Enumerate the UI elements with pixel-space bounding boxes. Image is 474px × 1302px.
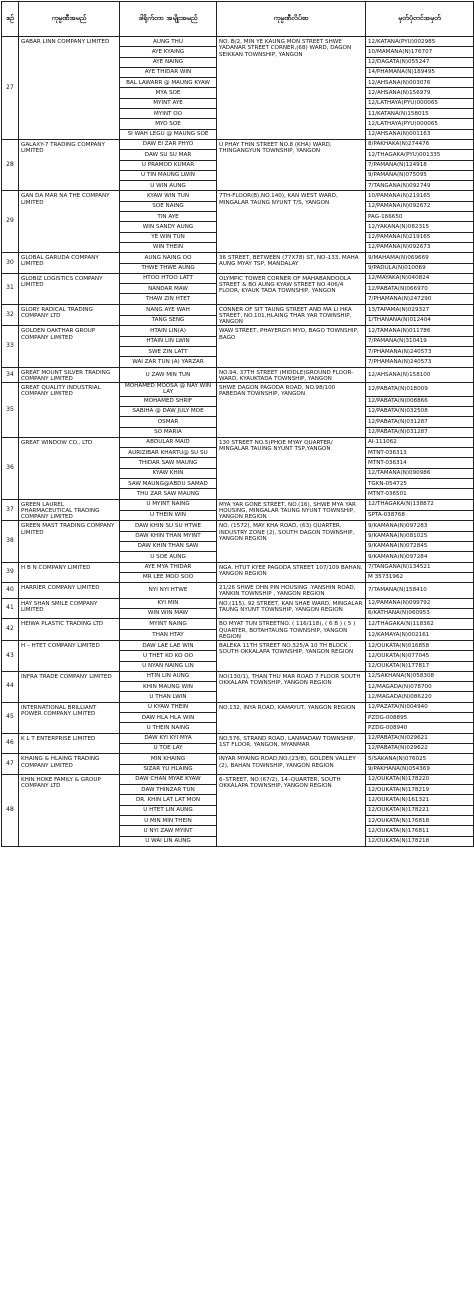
registration-number: 12/THAGAKA(PYU)001335 [366, 150, 474, 160]
company-address: BALEKA 11TH STREET NO.325/A 10 TH BLOCK , SOUTH OKKALAPA TOWNSHIP, YANGON REGION [217, 641, 366, 672]
row-number: 43 [2, 641, 19, 672]
company-name: GLORY RADICAL TRADING COMPANY LTD [19, 304, 120, 326]
company-name: H – HTET COMPANY LIMITED [19, 641, 120, 672]
registration-number: 1/THANANA(N)012404 [366, 315, 474, 326]
registration-number: 12/OUKATA(N)177817 [366, 661, 474, 671]
table-row [2, 437, 474, 447]
row-number: 36 [2, 437, 19, 499]
director-name: NANDAR MAW [120, 284, 217, 294]
company-name: GAN DA MAR NA THE COMPANY LIMITED [19, 191, 120, 253]
registration-number: 9/KAMANA(N)081025 [366, 531, 474, 541]
company-name: HEIWA PLASTIC TRADING LTD [19, 619, 120, 641]
registration-number: 12/PABATA(N)029621 [366, 733, 474, 743]
company-address: INYAR MYAING ROAD,NO.(23/8), GOLDEN VALLEY (2), BAHAN TOWNSHIP, YANGON REGION [217, 754, 366, 775]
company-address: 130 STREET NO.5)PHOE MYAY QUARTER/ MINGALAR TAUING NYUNT TSP,YANGON [217, 437, 366, 499]
table-row [2, 583, 474, 599]
registration-number: 9/PAMANA(N)075095 [366, 170, 474, 180]
registration-number: 12/PABATA(N)008866 [366, 396, 474, 406]
company-name: GABAR LINN COMPANY LIMITED [19, 37, 120, 140]
registration-number: 9/KAMANA(N)072845 [366, 541, 474, 551]
registration-number: 5/SAKANA(N)076025 [366, 754, 474, 764]
header-row [2, 2, 474, 37]
company-name: GREAT MOUNT SILVER TRADING COMPANY LIMITED [19, 367, 120, 383]
director-name: SOE NAING [120, 201, 217, 211]
director-name: U NYAN NAING LIN [120, 661, 217, 671]
director-name: MYINT AYE [120, 98, 217, 108]
registration-number: PAG-166650 [366, 212, 474, 222]
director-name: U TIN MAUNG LWIN [120, 170, 217, 180]
company-register-page [1, 1, 473, 1301]
table-header [2, 2, 474, 37]
director-name: MYA SOE [120, 88, 217, 98]
registration-number: 12/KATANA(PYU)002985 [366, 37, 474, 47]
registration-number: TGKN-054725 [366, 479, 474, 489]
table-row [2, 304, 474, 315]
company-name: KHAING & HLAING TRADING COMPANY LIMITED [19, 754, 120, 775]
registration-number: 12/LATHAYA(PYU)000065 [366, 119, 474, 129]
company-address: NO.576, STRAND ROAD, LANMADAW TOWNSHIP, 1ST FLOOR, YANGON, MYANMAR [217, 733, 366, 754]
registration-number: 12/THAGAKA(N)138872 [366, 499, 474, 510]
director-name: U WAI LIN AUNG [120, 836, 217, 846]
registration-number: 12/PABATA(N)029622 [366, 743, 474, 753]
table-body [2, 37, 474, 847]
registration-number: 12/AHSANA(N)156979 [366, 88, 474, 98]
director-name: MOHAMED SHRIF [120, 396, 217, 406]
company-address: NO(130/1), THAN THU MAR ROAD 7 FLOOR SOUTH OKKALAPA TOWNSHIP, YANGON REGION [217, 671, 366, 702]
registration-number: 8/PAKHAKA(N)274476 [366, 139, 474, 149]
director-name: WIN THEIN [120, 242, 217, 252]
director-name: KYI MIN [120, 598, 217, 608]
registration-number: 12/PABATA(N)031287 [366, 427, 474, 437]
company-address: NO. (1572), MAY KHA ROAD, (63) QUARTER, INDUSTRY ZONE (2), SOUTH DAGON TOWNSHIP, YANGON REGION [217, 521, 366, 562]
registration-number: 12/PAMANA(N)092673 [366, 242, 474, 252]
row-number: 34 [2, 367, 19, 383]
row-number: 44 [2, 671, 19, 702]
registration-number: 12/PAMANA(N)092672 [366, 201, 474, 211]
registration-number: 10/PAMANA(N)219165 [366, 191, 474, 201]
table-row [2, 499, 474, 510]
registration-number: 12/DAGATA(N)055247 [366, 57, 474, 67]
registration-number: 10/MAMANA(N)176707 [366, 47, 474, 57]
director-name: U NYI ZAW MYINT [120, 826, 217, 836]
director-name: KHIN MAUNG WIN [120, 682, 217, 692]
row-number: 39 [2, 562, 19, 583]
director-name: U MYINT NAING [120, 499, 217, 510]
director-name: THU ZAR SAW MAUNG [120, 489, 217, 499]
company-name: INTERNATIONAL BRILLIANT POWER COMPANY LIMITED [19, 702, 120, 733]
header-no: စဉ် [2, 2, 19, 37]
table-row [2, 733, 474, 743]
registration-number: 9/PAKHANA(N)054369 [366, 764, 474, 774]
company-address: MYA YAR GONE STREET, NO.(16), SHWE MYA YAR HOUSING, MINGALAR TAUNG NYUNT TOWNSHIP, YANGON REGION [217, 499, 366, 521]
table-row [2, 619, 474, 630]
director-name: DAW LAE LAE WIN [120, 641, 217, 651]
director-name: AURIZIBAR KHARTU@ SU SU [120, 448, 217, 458]
director-name: DAW HLA HLA WIN [120, 713, 217, 723]
row-number: 28 [2, 139, 19, 190]
company-address: SHWE DAGON PAGODA ROAD, NO.98/100 PABEDAN TOWNSHIP, YANGON [217, 383, 366, 438]
company-name: INFRA TRADE COMPANY LIMITED [19, 671, 120, 702]
table-row [2, 273, 474, 283]
row-number: 46 [2, 733, 19, 754]
director-name: AYE MYA THIDAR [120, 562, 217, 572]
registration-number: 12/AHSANA(N)001163 [366, 129, 474, 139]
company-table [1, 1, 474, 847]
company-name: GREAT QUALITY INDUSTRIAL COMPANY LIMITED [19, 383, 120, 438]
company-address: NGA. HTUT KYEE PAGODA STREET 107/109 BAHAN, YANGON REGION [217, 562, 366, 583]
registration-number: MTNT-036314 [366, 458, 474, 468]
registration-number: 12/PAMANA(N)219165 [366, 232, 474, 242]
director-name: AUNG NAING OO [120, 253, 217, 263]
director-name: U PRAMOD KUMAR [120, 160, 217, 170]
director-name: AYE THIDAR WIN [120, 67, 217, 77]
registration-number: 7/PHAMANA(N)240573 [366, 357, 474, 367]
registration-number: M 35731962 [366, 572, 474, 582]
company-name: HARRIER COMPANY LIMITED [19, 583, 120, 599]
director-name: U WIN AUNG [120, 181, 217, 191]
director-name: DR. KHIN LAT LAT MON [120, 795, 217, 805]
registration-number: AI-111062 [366, 437, 474, 447]
director-name: U KYAW THEIN [120, 702, 217, 712]
registration-number: 7/PAMANA(N)124918 [366, 160, 474, 170]
table-row [2, 521, 474, 531]
company-address: CONNER OF SIT TAUNG STREET AND MA LI HKA STREET, NO.101,HLAING THAR YAR TOWNSHIP, YANGON [217, 304, 366, 326]
registration-number: 12/PABATA(N)066970 [366, 284, 474, 294]
director-name: SO MARIA [120, 427, 217, 437]
company-name: GALAXY-7 TRADING COMPANY LIMITED [19, 139, 120, 190]
director-name: THAW ZIN HTET [120, 294, 217, 304]
company-name: KHIN HOKE FAMILY & GROUP COMPANY LTD [19, 774, 120, 846]
director-name: WAI ZAR TUN (A) YARZAR [120, 357, 217, 367]
table-row [2, 139, 474, 149]
row-number: 47 [2, 754, 19, 775]
director-name: MR LEE MOO SOO [120, 572, 217, 582]
header-nrc: မှတ်ပုံတင်အမှတ် [366, 2, 474, 37]
table-row [2, 326, 474, 336]
director-name: THIDAR SAW MAUNG [120, 458, 217, 468]
director-name: WIN WIN MAW [120, 608, 217, 618]
table-row [2, 37, 474, 47]
registration-number: SPTA-038768 [366, 510, 474, 521]
registration-number: 12/OUKATA(N)178221 [366, 805, 474, 815]
director-name: NANG AYE WAH [120, 304, 217, 315]
registration-number: 12/TAMANA(N)090986 [366, 468, 474, 478]
company-name: GREEN MAST TRADING COMPANY LIMITED [19, 521, 120, 562]
company-address: 36 STREET, BETWEEN (77X78) ST, NO-133, MAHA AUNG MYAY TSP, MANDALAY [217, 253, 366, 274]
row-number: 45 [2, 702, 19, 733]
company-name: GREAT WINDOW CO., LTD [19, 437, 120, 499]
registration-number: 7/PHAMANA(N)240573 [366, 347, 474, 357]
company-name: GOLDEN OAKTHAR GROUP COMPANY LIMITED [19, 326, 120, 367]
registration-number: 12/PABATA(N)031287 [366, 417, 474, 427]
registration-number: 7/PHAMANA(N)247290 [366, 294, 474, 304]
header-address: ကုမ္ပဏီလိပ်စာ [217, 2, 366, 37]
director-name: SI WAH LEGU @ MAUNG SOE [120, 129, 217, 139]
registration-number: 9/KAMANA(N)097284 [366, 552, 474, 562]
table-row [2, 702, 474, 712]
company-address: U PHAY THIN STREET NO.8 (KHA) WARD, THINGANGYUN TOWNSHIP, YANGON [217, 139, 366, 190]
row-number: 31 [2, 273, 19, 304]
table-row [2, 191, 474, 201]
director-name: HTAIN LIN(A) [120, 326, 217, 336]
director-name: NYI NYI HTWE [120, 583, 217, 599]
director-name: DAW KHIN SU SU HTWE [120, 521, 217, 531]
registration-number: 7/PAMANA(N)310419 [366, 336, 474, 346]
registration-number: 7/TANGANA(N)092749 [366, 181, 474, 191]
director-name: DAW KHIN THAN SAW [120, 541, 217, 551]
director-name: HTAIN LIN LWIN [120, 336, 217, 346]
company-address: NO.94, 37TH STREET (MIDDLE)GROUND FLOOR- WARD, KYAUKTADA TOWNSHIP, YANGON [217, 367, 366, 383]
registration-number: 14/PHAMANA(N)189495 [366, 67, 474, 77]
row-number: 40 [2, 583, 19, 599]
company-address: NO.132, INYA ROAD, KAMAYUT, YANGON REGION [217, 702, 366, 733]
registration-number: 12/THAGAKA(N)118362 [366, 619, 474, 630]
director-name: OSMAR [120, 417, 217, 427]
row-number: 48 [2, 774, 19, 846]
director-name: MYO SOE [120, 119, 217, 129]
registration-number: 12/PABATA(N)032508 [366, 406, 474, 416]
row-number: 42 [2, 619, 19, 641]
row-number: 35 [2, 383, 19, 438]
registration-number: 9/KAMANA(N)097283 [366, 521, 474, 531]
director-name: U MIN MIN THEIN [120, 816, 217, 826]
company-address: NO.(115), 92 STREET, KAN SHAE WARD, MINGALAR TAUNG NYUNT TOWNSHIP, YANGON REGION [217, 598, 366, 619]
registration-number: 12/PAMANA(N)099792 [366, 598, 474, 608]
director-name: BAL LAWARR @ MAUNG KYAW [120, 78, 217, 88]
director-name: SWE ZIN LATT [120, 347, 217, 357]
registration-number: 12/OUKATA(N)178219 [366, 785, 474, 795]
director-name: U THAN LWIN [120, 692, 217, 702]
registration-number: 12/PABATA(N)018009 [366, 383, 474, 397]
registration-number: 11/KATANA(N)158015 [366, 109, 474, 119]
registration-number: 9/MAHAMA(N)069669 [366, 253, 474, 263]
company-name: H B N COMPANY LIMITED [19, 562, 120, 583]
company-name: K L T ENTERPRISE LIMITED [19, 733, 120, 754]
company-address: 7TH-FLOOR(B),NO.140), KAN WEST WARD, MINGALAR TAUNG NYUNT T/S, YANGON [217, 191, 366, 253]
registration-number: 12/MAYAKA(N)040824 [366, 273, 474, 283]
director-name: DAW KHIN THAN MYINT [120, 531, 217, 541]
registration-number: 12/OUKATA(N)077045 [366, 651, 474, 661]
director-name: ABDULAR MAID [120, 437, 217, 447]
registration-number: 9/PADULA(N)010069 [366, 263, 474, 273]
registration-number: 12/MAGADA(N)086220 [366, 692, 474, 702]
director-name: U THEIN NAING [120, 723, 217, 733]
director-name: DAW CHAN MYAE KYAW [120, 774, 217, 784]
director-name: KYAW KHIN [120, 468, 217, 478]
registration-number: 7/TANGANA(N)134521 [366, 562, 474, 572]
director-name: AYE NAING [120, 57, 217, 67]
table-row [2, 641, 474, 651]
director-name: HTIN LIN AUNG [120, 671, 217, 681]
director-name: DAW KYI KYI MYA [120, 733, 217, 743]
table-row [2, 367, 474, 383]
director-name: MYINT NAING [120, 619, 217, 630]
registration-number: 12/MAGADA(N)078700 [366, 682, 474, 692]
company-address: 21/26 SHWE OHN PIN HOUSING .YANSHIN ROAD, YANKIN TOWNSHIP , YANGON REGION [217, 583, 366, 599]
registration-number: 12/SAKHANA(N)058308 [366, 671, 474, 681]
director-name: YE WIN TUN [120, 232, 217, 242]
row-number: 32 [2, 304, 19, 326]
row-number: 38 [2, 521, 19, 562]
director-name: SAW MAUNG@ABDU SAMAD [120, 479, 217, 489]
director-name: DAW THINZAR TUN [120, 785, 217, 795]
company-address: NO. B/2, MIN YE KAUNG MON STREET SHWE YADANAR STREET CORNER,(68) WARD, DAGON SEIKKAN TOWNSHIP, YANGON [217, 37, 366, 140]
company-address: 6–STREET, NO.(67/2), 14–QUARTER, SOUTH OKKALAPA TOWNSHIP, YANGON REGION [217, 774, 366, 846]
director-name: U THEIN WIN [120, 510, 217, 521]
registration-number: 12/TAMANA(N)011786 [366, 326, 474, 336]
table-row [2, 562, 474, 572]
director-name: WIN SANDY AUNG [120, 222, 217, 232]
row-number: 37 [2, 499, 19, 521]
director-name: U ZAW MIN TUN [120, 367, 217, 383]
table-row [2, 774, 474, 784]
director-name: MOHAMED MOOSA @ NAY WIN LAY [120, 383, 217, 397]
header-director: ဒါရိုက်တာ အမျိုးအမည် [120, 2, 217, 37]
registration-number: PZDG-008895 [366, 713, 474, 723]
company-address: WAW STREET, PHAYERGYI MYO, BAGO TOWNSHIP, BAGO [217, 326, 366, 367]
registration-number: 12/KAMAYA(N)002161 [366, 630, 474, 641]
director-name: SIZAR YU HLAING [120, 764, 217, 774]
director-name: AYE KYAING [120, 47, 217, 57]
company-address: OLYMPIC TOWER CORNER OF MAHABANDOOLA STREET & BO AUNG KYAW STREET NO 406/4 FLOOR, KYAUK TADA TOWNSHIP, YANGON [217, 273, 366, 304]
director-name: DAW EI ZAR PHYO [120, 139, 217, 149]
registration-number: 12/YAKANA(N)082315 [366, 222, 474, 232]
registration-number: MTNT-036313 [366, 448, 474, 458]
table-row [2, 754, 474, 764]
director-name: U THET KO KO OO [120, 651, 217, 661]
row-number: 33 [2, 326, 19, 367]
director-name: U HTET LIN AUNG [120, 805, 217, 815]
director-name: HTOO HTOO LATT [120, 273, 217, 283]
registration-number: 12/OUKATA(N)178218 [366, 836, 474, 846]
row-number: 41 [2, 598, 19, 619]
registration-number: 12/OUKATA(N)178220 [366, 774, 474, 784]
registration-number: 12/PAZATA(N)004940 [366, 702, 474, 712]
table-row [2, 383, 474, 397]
director-name: AUNG THU [120, 37, 217, 47]
registration-number: 6/KATHANA(N)060953 [366, 608, 474, 618]
registration-number: 12/OUKATA(N)016858 [366, 641, 474, 651]
director-name: THWE THWE AUNG [120, 263, 217, 273]
director-name: U TOE LAY [120, 743, 217, 753]
table-row [2, 253, 474, 263]
company-address: BO MYAT TUN STREETNO. ( 116/118), ( 6 B ) ( 5 ) QUARTER, BOTAHTAUNG TOWNSHIP, YANGON REGION [217, 619, 366, 641]
company-name: GREEN LAUREL PHARMACEUTICAL TRADING COMPANY LIMITED [19, 499, 120, 521]
director-name: KYAW WIN TUN [120, 191, 217, 201]
registration-number: MTNT-036501 [366, 489, 474, 499]
company-name: GLOBAL GARUDA COMPANY LIMITED [19, 253, 120, 274]
company-name: HAY SHAN SMILE COMPANY LIMITED [19, 598, 120, 619]
registration-number: PZDG-008940 [366, 723, 474, 733]
table-row [2, 598, 474, 608]
company-name: GLOBIZ LOGISTICS COMPANY LIMITED [19, 273, 120, 304]
director-name: MIN KHAING [120, 754, 217, 764]
director-name: DAW SU SU MAR [120, 150, 217, 160]
director-name: U SOE AUNG [120, 552, 217, 562]
row-number: 29 [2, 191, 19, 253]
director-name: TIN AYE [120, 212, 217, 222]
director-name: SABIHA @ DAW JULY MOE [120, 406, 217, 416]
row-number: 27 [2, 37, 19, 140]
registration-number: 12/OUKATA(N)176811 [366, 826, 474, 836]
registration-number: 12/OUKATA(N)176818 [366, 816, 474, 826]
registration-number: 7/TAMANA(N)158410 [366, 583, 474, 599]
director-name: TANG SENG [120, 315, 217, 326]
registration-number: 12/AHSANA(N)003076 [366, 78, 474, 88]
director-name: THAN HTAY [120, 630, 217, 641]
registration-number: 12/OUKATA(N)161321 [366, 795, 474, 805]
registration-number: 12/AHSANA(N)158100 [366, 367, 474, 383]
registration-number: 12/LATHAYA(PYU)000065 [366, 98, 474, 108]
table-row [2, 671, 474, 681]
row-number: 30 [2, 253, 19, 274]
header-company: ကုမ္ပဏီအမည် [19, 2, 120, 37]
director-name: MYINT OO [120, 109, 217, 119]
registration-number: 13/TAPAMA(N)029327 [366, 304, 474, 315]
